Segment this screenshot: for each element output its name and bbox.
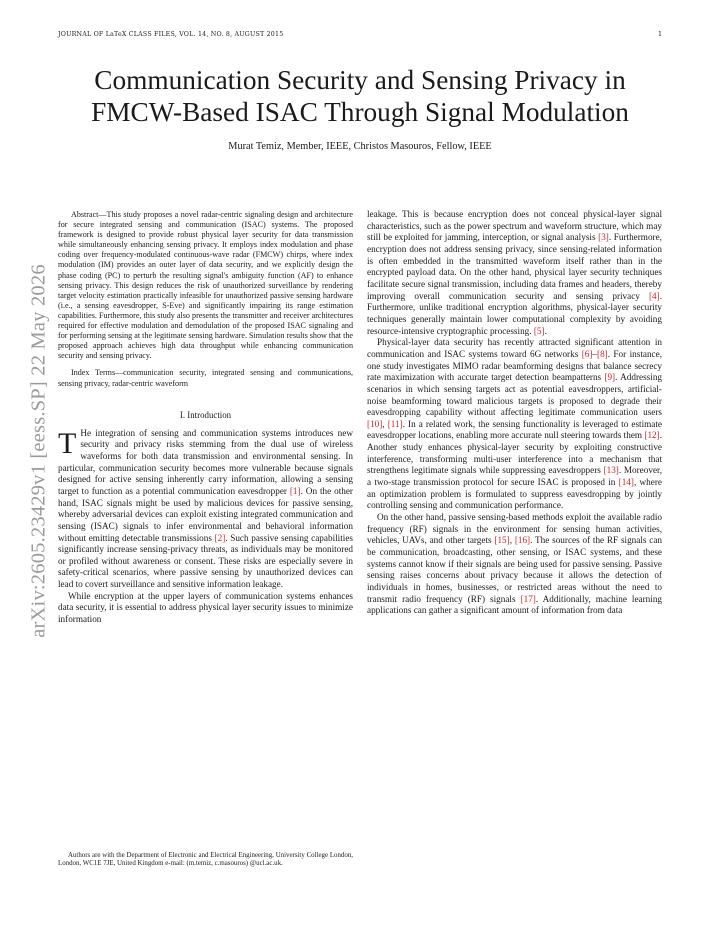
intro-paragraph-2: While encryption at the upper layers of communication systems enhances data security, it is essential to address physical layer security issues to minimize information — [58, 590, 353, 625]
running-head: JOURNAL OF LaTeX CLASS FILES, VOL. 14, NO. 8, AUGUST 2015 — [58, 31, 284, 38]
citation-link[interactable]: [11] — [387, 418, 403, 429]
intro-paragraph-1: T He integration of sensing and communication systems introduces new security and privacy risks stemming from the dual use of wireless waveforms for both data transmission and environmental sensing. In particular, communication security becomes more vulnerable because signals designed for active sensing inherently carry information, allowing a sensing target to function as a potential communication eavesdropper [1]. On the other hand, ISAC signals might be used by malicious devices for passive sensing, whereby adversarial devices can exploit existing integrated communication and sensing (ISAC) signals to infer environmental and behavioral information without emitting detectable transmissions [2]. Such passive sensing capabilities significantly increase sensing-privacy threats, as individuals may be monitored or profiled without awareness or consent. These risks are especially severe in safety-critical scenarios, where passive sensing by unauthorized devices can lead to covert surveillance and sensitive information leakage. — [58, 426, 353, 590]
index-terms: Index Terms—communication security, integrated sensing and communications, sensing privacy, radar-centric waveform — [58, 368, 353, 388]
citation-link[interactable]: [16] — [514, 535, 531, 546]
introduction-continued — [367, 209, 662, 617]
title-line-2: FMCW-Based ISAC Through Signal Modulation — [91, 97, 629, 127]
author-list: Murat Temiz, Member, IEEE, Christos Masouros, Fellow, IEEE — [228, 141, 492, 152]
citation-link[interactable]: [13] — [603, 465, 619, 476]
left-column — [58, 210, 353, 626]
page-number: 1 — [657, 31, 662, 38]
citation-link[interactable]: [15] — [494, 535, 510, 546]
intro-paragraph-3: leakage. This is because encryption does not conceal physical-layer signal characteristics, such as the power spectrum and waveform structure, which may still be exploited for jamming, interception, or signal analysis [3]. Furthermore, encryption does not address sensing privacy, since sensing-related information is often embedded in the transmitted waveform itself rather than in the encrypted payload data. On the other hand, physical layer security techniques facilitate secure signal transmission, including data frames and headers, thereby improving overall communication security and sensing privacy [4]. Furthermore, unlike traditional encryption algorithms, physical-layer security techniques generally maintain lower computational complexity by avoiding resource-intensive cryptographic processing. [5]. — [367, 209, 662, 336]
right-column — [367, 209, 662, 617]
arxiv-identifier: arXiv:2605.23429v1 [eess.SP] 22 May 2026 — [27, 264, 50, 638]
abstract: Abstract—This study proposes a novel radar-centric signaling design and architecture for secure integrated sensing and communication (ISAC) systems. The proposed framework is designed to provide robust physical layer security for data transmission while simultaneously enhancing sensing privacy. It employs index modulation and phase coding over frequency-modulated continuous-wave radar (FMCW) chirps, where index modulation (IM) provides an outer layer of data security, and we explicitly design the phase coding (PC) to perturb the resulting signal's ambiguity function (AF) to enhance sensing privacy. This design reduces the risk of unauthorized surveillance by rendering target velocity estimation practically infeasible for unauthorized passive sensing hardware (i.e., a sensing eavesdropper, S-Eve) and significantly impairing its range estimation capabilities. Furthermore, this study also presents the transmitter and receiver architectures required for effective modulation and demodulation of the proposed ISAC signaling and for performing sensing at the legitimate sensing hardware. Simulation results show that the proposed approach achieves high data throughput while enhancing communication security and sensing privacy. — [58, 210, 353, 361]
citation-link[interactable]: [10] — [367, 418, 383, 429]
section-heading-introduction: I. Introduction — [179, 409, 232, 420]
dropcap-letter: T — [58, 426, 77, 460]
intro-paragraph-5: On the other hand, passive sensing-based methods exploit the available radio frequency (RF) signals in the environment for sensing human activities, vehicles, UAVs, and other targets [15], [16]. The sources of the RF signals can be communication, broadcasting, other sensing, or ISAC systems, and these systems cannot know if their signals are being used for passive sensing. Passive sensing raises concerns about privacy because it allows the detection of individuals in homes, businesses, or restricted areas without the need to transmit radio frequency (RF) signals [17]. Additionally, machine learning applications can gather a significant amount of information from data — [367, 512, 663, 616]
citation-link[interactable]: [3] — [598, 232, 609, 243]
paper-title — [58, 64, 662, 128]
author-affiliation-footnote: Authors are with the Department of Electronic and Electrical Engineering, University College London, London, WC1E 7JE, United Kingdom e-mail: (m.temiz, c.masouros) @ucl.ac.uk. — [58, 852, 353, 868]
citation-link[interactable]: [6] — [581, 348, 593, 359]
citation-link[interactable]: [12] — [644, 430, 660, 441]
introduction-text — [58, 428, 353, 626]
citation-link[interactable]: [8] — [597, 348, 608, 359]
title-line-1: Communication Security and Sensing Privacy in — [94, 65, 626, 95]
citation-link[interactable]: [1] — [289, 485, 301, 496]
citation-link[interactable]: [5] — [533, 325, 545, 336]
citation-link[interactable]: [2] — [214, 532, 226, 543]
citation-link[interactable]: [9] — [604, 372, 616, 383]
intro-paragraph-4: Physical-layer data security has recently attracted significant attention in communication and ISAC systems toward 6G networks [6]–[8]. For instance, one study investigates MIMO radar beamforming designs that balance secrecy rate maximization with accurate target detection beampatterns [9]. Addressing scenarios in which sensing targets act as potential eavesdroppers, artificial-noise beamforming toward malicious targets is proposed to degrade their eavesdropping capability without affecting legitimate communication users [10], [11]. In a related work, the sensing functionality is leveraged to estimate eavesdropper locations, enabling more accurate null steering towards them [12]. Another study enhances physical-layer security by exploiting constructive interference, transforming multi-user interference into a mechanism that strengthens legitimate signals while suppressing eavesdroppers [13]. Moreover, a two-stage transmission protocol for secure ISAC is proposed in [14], where an optimization problem is formulated to suppress eavesdropping by jointly controlling sensing and communication performance. — [367, 337, 663, 511]
citation-link[interactable]: [4] — [648, 290, 660, 301]
citation-link[interactable]: [17] — [520, 593, 536, 604]
citation-link[interactable]: [14] — [618, 477, 634, 488]
